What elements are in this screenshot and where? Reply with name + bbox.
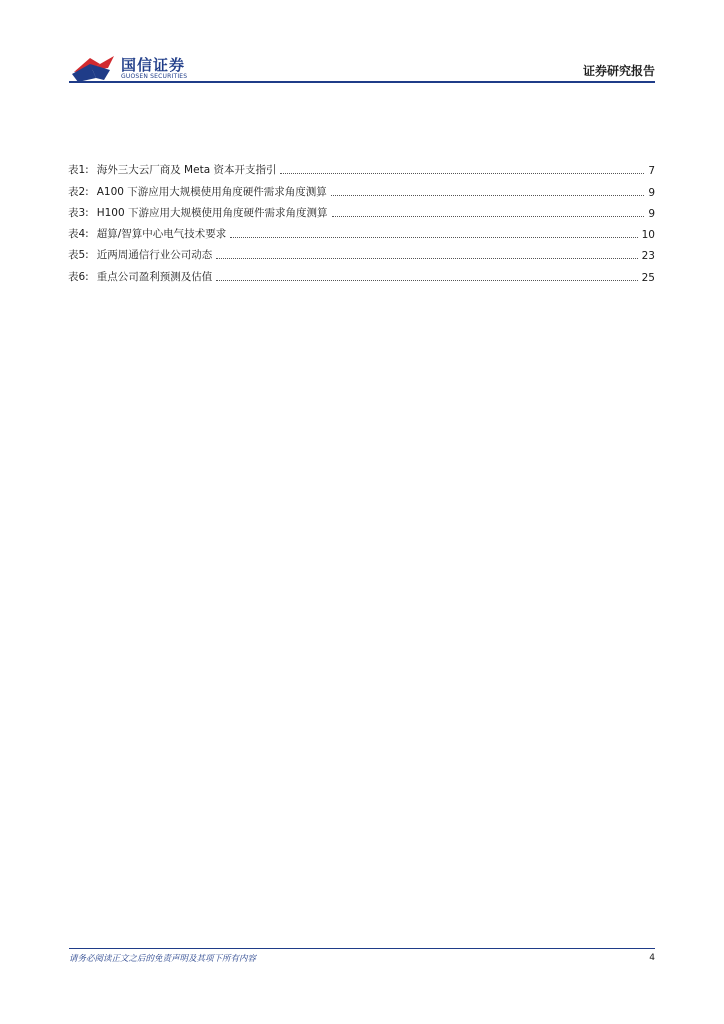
toc-entry-label: 表4: <box>68 228 89 241</box>
toc-entry-label: 表6: <box>68 270 89 283</box>
header-divider <box>69 81 655 83</box>
toc-entry-page: 9 <box>648 186 655 199</box>
guosen-logo-mark-icon <box>70 52 118 84</box>
toc-entry[interactable] <box>68 199 655 220</box>
toc-entry-page: 9 <box>648 207 655 220</box>
page-number: 4 <box>649 953 655 963</box>
toc-entry-label: 表3: <box>68 206 89 219</box>
toc-entry-title: 超算/智算中心电气技术要求 <box>96 228 227 241</box>
footer-disclaimer: 请务必阅读正文之后的免责声明及其项下所有内容 <box>69 954 257 964</box>
table-of-tables <box>68 156 655 284</box>
toc-entry[interactable] <box>68 241 655 262</box>
toc-entry-page: 23 <box>641 250 655 263</box>
logo-english-text: GUOSEN SECURITIES <box>121 73 188 80</box>
toc-entry-page: 10 <box>641 229 655 242</box>
toc-dot-leader <box>332 204 645 217</box>
toc-entry[interactable] <box>68 262 655 283</box>
toc-entry-label: 表2: <box>68 185 89 198</box>
toc-entry-label: 表1: <box>68 164 89 177</box>
toc-entry-title: A100 下游应用大规模使用角度硬件需求角度测算 <box>96 185 327 198</box>
toc-entry[interactable] <box>68 177 655 198</box>
page-header <box>0 0 724 90</box>
toc-entry-title: 海外三大云厂商及 Meta 资本开支指引 <box>96 164 277 177</box>
toc-entry-title: H100 下游应用大规模使用角度硬件需求角度测算 <box>96 206 328 219</box>
toc-dot-leader <box>331 183 645 196</box>
toc-entry-title: 近两周通信行业公司动态 <box>96 249 213 262</box>
toc-dot-leader <box>216 268 637 281</box>
toc-entry-page: 7 <box>648 165 655 178</box>
toc-entry-title: 重点公司盈利预测及估值 <box>96 270 213 283</box>
toc-entry[interactable] <box>68 156 655 177</box>
logo-chinese-text: 国信证券 <box>121 56 186 74</box>
footer-divider <box>69 948 655 949</box>
toc-entry[interactable] <box>68 220 655 241</box>
report-type-label: 证券研究报告 <box>582 64 655 78</box>
toc-dot-leader <box>230 225 637 238</box>
toc-entry-page: 25 <box>641 271 655 284</box>
guosen-logo <box>70 52 210 84</box>
toc-entry-label: 表5: <box>68 249 89 262</box>
toc-dot-leader <box>216 246 637 259</box>
toc-dot-leader <box>280 161 644 174</box>
